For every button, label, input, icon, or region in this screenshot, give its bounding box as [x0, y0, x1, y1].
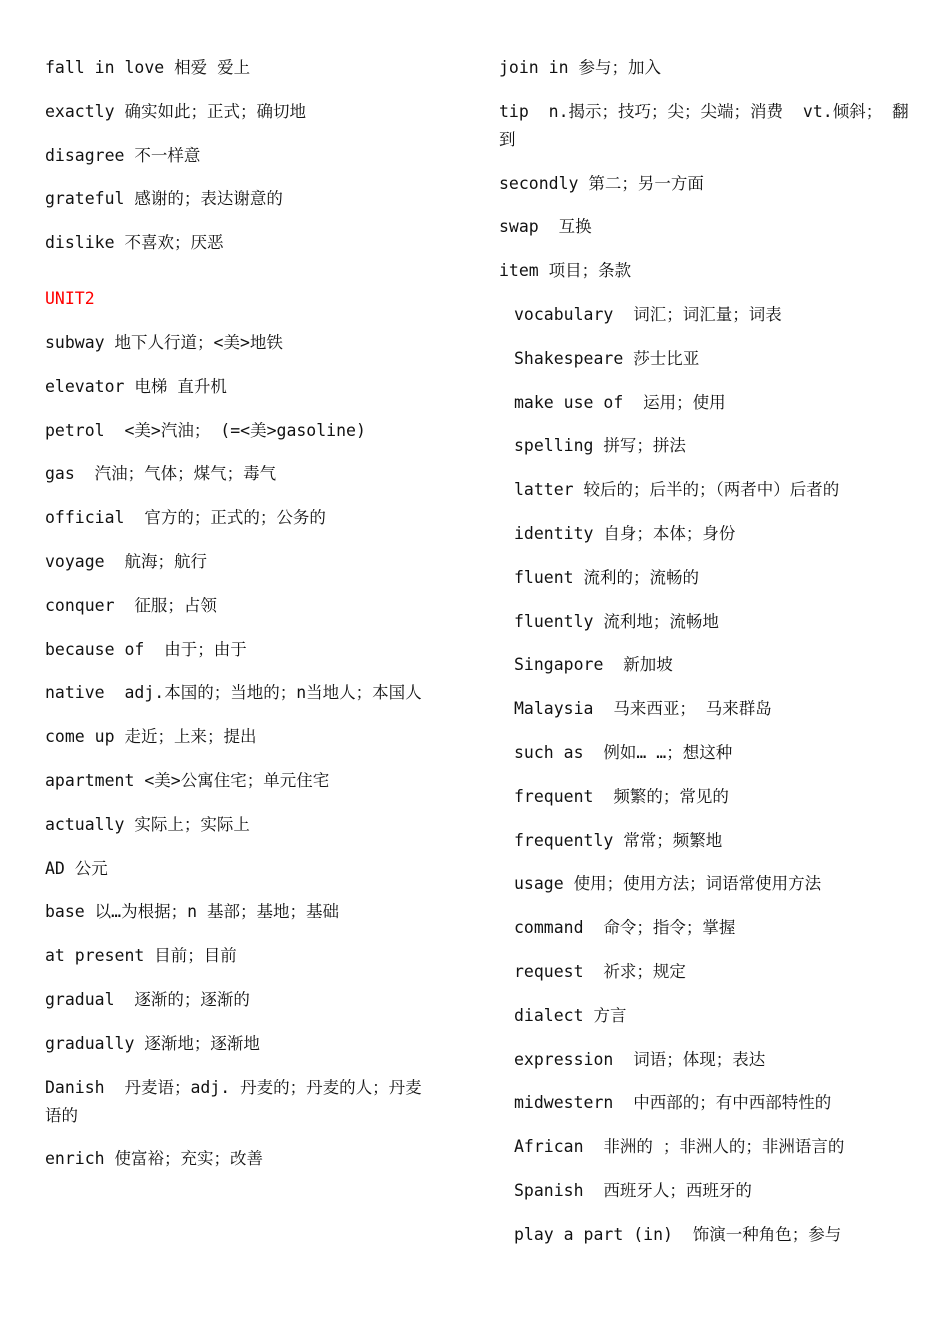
vocab-entry: tip n.揭示；技巧；尖；尖端；消费 vt.倾斜； 翻到 — [499, 101, 909, 149]
vocab-entry: dialect 方言 — [514, 1005, 627, 1025]
vocab-entry: frequent 频繁的；常见的 — [514, 786, 729, 806]
vocab-entry: play a part (in) 饰演一种角色；参与 — [514, 1224, 842, 1244]
right-column — [499, 54, 909, 1265]
vocab-entry: Malaysia 马来西亚； 马来群岛 — [514, 699, 772, 719]
vocab-entry: Singapore 新加坡 — [514, 655, 673, 675]
vocab-entry: command 命令；指令；掌握 — [514, 918, 736, 938]
vocab-entry: Danish 丹麦语；adj. 丹麦的；丹麦的人；丹麦语的 — [45, 1077, 422, 1125]
vocab-entry: native adj.本国的；当地的；n当地人；本国人 — [45, 683, 422, 703]
vocab-entry: base 以…为根据；n 基部；基地；基础 — [45, 902, 339, 922]
vocab-entry: swap 互换 — [499, 217, 592, 237]
vocab-entry: Shakespeare 莎士比亚 — [514, 348, 700, 368]
vocab-entry: fluently 流利地；流畅地 — [514, 611, 719, 631]
vocab-entry: identity 自身；本体；身份 — [514, 523, 736, 543]
vocab-entry: midwestern 中西部的；有中西部特性的 — [514, 1093, 832, 1113]
vocab-entry: make use of 运用；使用 — [514, 392, 726, 412]
vocab-entry: Spanish 西班牙人；西班牙的 — [514, 1180, 752, 1200]
vocab-entry: official 官方的；正式的；公务的 — [45, 508, 326, 528]
vocab-entry: usage 使用；使用方法；词语常使用方法 — [514, 874, 822, 894]
vocab-entry: fluent 流利的；流畅的 — [514, 567, 700, 587]
vocab-entry: African 非洲的 ；非洲人的；非洲语言的 — [514, 1137, 845, 1157]
vocab-entry: fall in love 相爱 爱上 — [45, 58, 251, 77]
vocab-entry: actually 实际上；实际上 — [45, 814, 250, 834]
vocab-entry: subway 地下人行道；<美>地铁 — [45, 332, 283, 352]
vocab-entry: request 祈求；规定 — [514, 961, 686, 981]
vocab-entry: secondly 第二；另一方面 — [499, 173, 704, 193]
vocab-entry: item 项目；条款 — [499, 261, 632, 281]
vocab-entry: conquer 征服；占领 — [45, 595, 217, 615]
vocab-entry: vocabulary 词汇；词汇量；词表 — [514, 304, 782, 324]
vocab-entry: elevator 电梯 直升机 — [45, 376, 227, 396]
vocab-entry: spelling 拼写；拼法 — [514, 436, 686, 456]
vocab-entry: AD 公元 — [45, 858, 108, 878]
vocab-entry: at present 目前；目前 — [45, 946, 237, 966]
vocab-entry: gas 汽油；气体；煤气；毒气 — [45, 464, 277, 484]
vocab-entry: petrol <美>汽油； (=<美>gasoline) — [45, 420, 366, 440]
vocab-entry: grateful 感谢的；表达谢意的 — [45, 189, 283, 209]
vocab-entry: gradually 逐渐地；逐渐地 — [45, 1033, 260, 1053]
vocab-entry: gradual 逐渐的；逐渐的 — [45, 989, 250, 1009]
vocab-entry: voyage 航海；航行 — [45, 551, 207, 571]
vocab-entry: enrich 使富裕；充实；改善 — [45, 1149, 264, 1169]
vocab-entry: frequently 常常；频繁地 — [514, 830, 723, 850]
vocab-entry: come up 走近；上来；提出 — [45, 727, 257, 747]
vocab-entry: dislike 不喜欢；厌恶 — [45, 233, 224, 253]
vocab-entry: disagree 不一样意 — [45, 145, 201, 165]
vocab-entry: latter 较后的；后半的；（两者中）后者的 — [514, 480, 840, 500]
vocab-entry: because of 由于；由于 — [45, 639, 247, 659]
unit-heading: UNIT2 — [45, 289, 95, 309]
vocab-entry: expression 词语；体现；表达 — [514, 1049, 766, 1069]
vocab-entry: apartment <美>公寓住宅；单元住宅 — [45, 770, 330, 790]
vocab-entry: such as 例如… …；想这种 — [514, 742, 733, 762]
left-column — [45, 54, 435, 1189]
vocab-entry: exactly 确实如此；正式；确切地 — [45, 101, 306, 121]
vocab-entry: join in 参与；加入 — [499, 58, 661, 77]
